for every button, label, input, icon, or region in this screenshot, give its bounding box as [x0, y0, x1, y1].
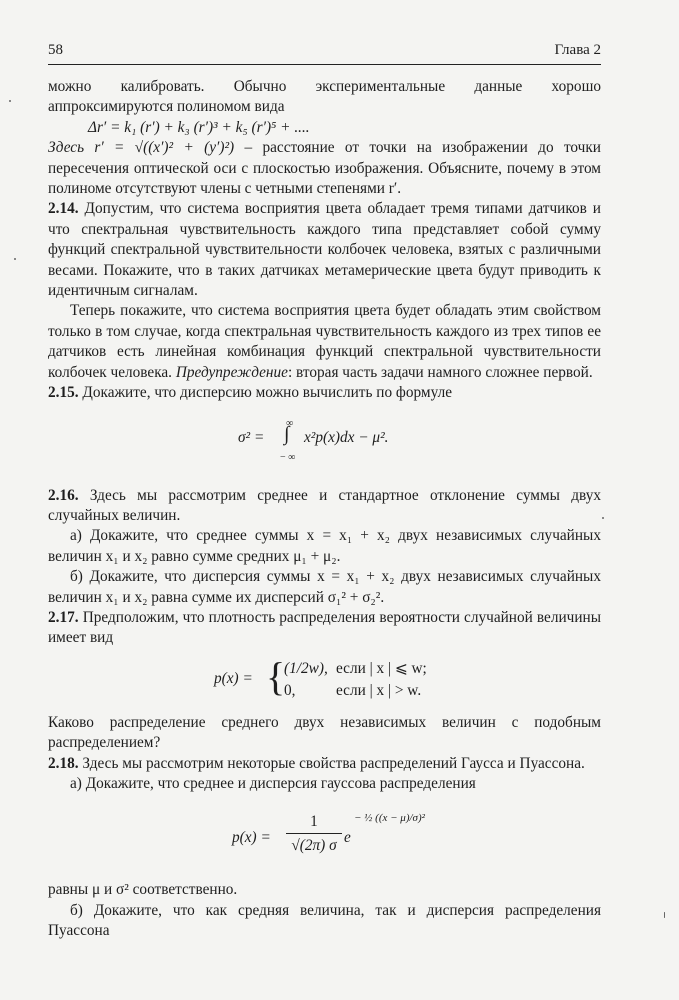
exercise-2-15: [48, 383, 601, 403]
exercise-2-16-b: б) Докажите, что дисперсия суммы x = x₁ + x₂ двух независимых случайных величин x₁ и x₂ равна сумме их дисперсий σ₁² + σ₂².: [48, 568, 601, 606]
formula-gaussian: [48, 808, 601, 866]
exercise-2-18: [48, 754, 601, 774]
exercise-2-16-a: а) Докажите, что среднее суммы x = x₁ + x₂ двух независимых случайных величин x₁ и x₂ равно сумме средних μ₁ + μ₂.: [48, 527, 601, 565]
exercise-text: : вторая часть задачи намного сложнее первой.: [287, 363, 593, 381]
fraction-numerator: 1: [286, 812, 342, 833]
exercise-number: 2.16.: [48, 486, 79, 504]
radius-formula: Здесь r′ = √((x′)² + (y′)²): [48, 139, 235, 157]
exercise-2-18-b: б) Докажите, что как средняя величина, так и дисперсия распределения Пуассона: [48, 901, 601, 940]
exercise-number: 2.17.: [48, 608, 79, 626]
scan-speck: [664, 912, 665, 918]
formula-lhs: p(x) =: [214, 669, 253, 687]
exercise-text: Здесь мы рассмотрим среднее и стандартное отклонение суммы двух случайных величин.: [48, 486, 601, 524]
exercise-number: 2.18.: [48, 754, 79, 772]
exercise-2-16: [48, 486, 601, 527]
case-1-condition: если | x | ⩽ w;: [336, 659, 427, 677]
exercise-2-18-a: а) Докажите, что среднее и дисперсия гауссова распределения: [70, 774, 476, 792]
exercise-text: Здесь мы рассмотрим некоторые свойства распределений Гаусса и Пуассона.: [78, 754, 585, 772]
exercise-text: Предположим, что плотность распределения вероятности случайной величины имеет вид: [48, 608, 601, 647]
case-2-condition: если | x | > w.: [336, 681, 422, 699]
exponential-base: e: [344, 829, 351, 847]
page-number: 58: [48, 42, 63, 58]
left-brace: {: [266, 653, 286, 699]
case-1-value: (1/2w),: [284, 659, 328, 677]
scan-speck: [9, 100, 11, 102]
exercise-2-18-a-end: равны μ и σ² соответственно.: [48, 881, 238, 899]
header-rule: [48, 64, 601, 65]
exercise-2-14: [48, 199, 601, 301]
exercise-number: 2.15.: [48, 384, 79, 402]
scan-speck: [602, 517, 604, 519]
paragraph-question: Каково распределение среднего двух независимых величин с подобным распределением?: [48, 713, 601, 752]
warning-label: Предупреждение: [175, 363, 288, 381]
integral-upper-limit: ∞: [286, 417, 294, 429]
chapter-title: Глава 2: [554, 42, 601, 58]
formula-polynomial: Δr′ = k₁ (r′) + k₃ (r′)³ + k₅ (r′)⁵ + ....: [88, 118, 310, 136]
exercise-text: Докажите, что дисперсию можно вычислить по формуле: [78, 384, 452, 402]
formula-lhs: p(x) =: [232, 829, 271, 847]
exercise-number: 2.14.: [48, 200, 79, 218]
exercise-2-14-part2: [48, 301, 601, 383]
paragraph-continuation: можно калибровать. Обычно экспериментальные данные хорошо аппроксимируются полиномом вида: [48, 78, 601, 116]
case-2-value: 0,: [284, 681, 296, 699]
fraction-denominator: √(2π) σ: [291, 837, 337, 855]
paragraph-radius: [48, 138, 601, 199]
formula-variance: [48, 414, 601, 463]
formula-piecewise: [48, 653, 601, 701]
exercise-2-17: [48, 608, 601, 649]
formula-lhs: σ² =: [238, 428, 265, 446]
radius-text: – расстояние от точки на изображении до точки пересечения оптической оси с плоскостью изображения. Объясните, почему в этом полиноме отсутствуют члены с четными степенями r′.: [48, 139, 601, 198]
page-body: [48, 77, 601, 942]
exponent: − ½ ((x − μ)/σ)²: [354, 812, 425, 825]
exercise-text: Теперь покажите, что система восприятия цвета будет обладать этим свойством только в том случае, когда спектральная чувствительность каждого из трех типов ее датчиков есть линейная комбинация функций спектральной чувствительности колбочек человека.: [48, 302, 601, 381]
integral-lower-limit: − ∞: [280, 451, 296, 463]
scan-speck: [14, 258, 16, 260]
formula-rhs: x²p(x)dx − μ².: [304, 428, 389, 446]
integral-sign: ∫: [284, 422, 290, 445]
exercise-text: Допустим, что система восприятия цвета обладает тремя типами датчиков и что спектральная чувствительность каждого типа представляет собой сумму функций спектральной чувствительности колбочек человека, взятых с различными весами. Покажите, что в таких датчиках метамерические цвета будут приводить к идентичным сигналам.: [48, 200, 601, 300]
